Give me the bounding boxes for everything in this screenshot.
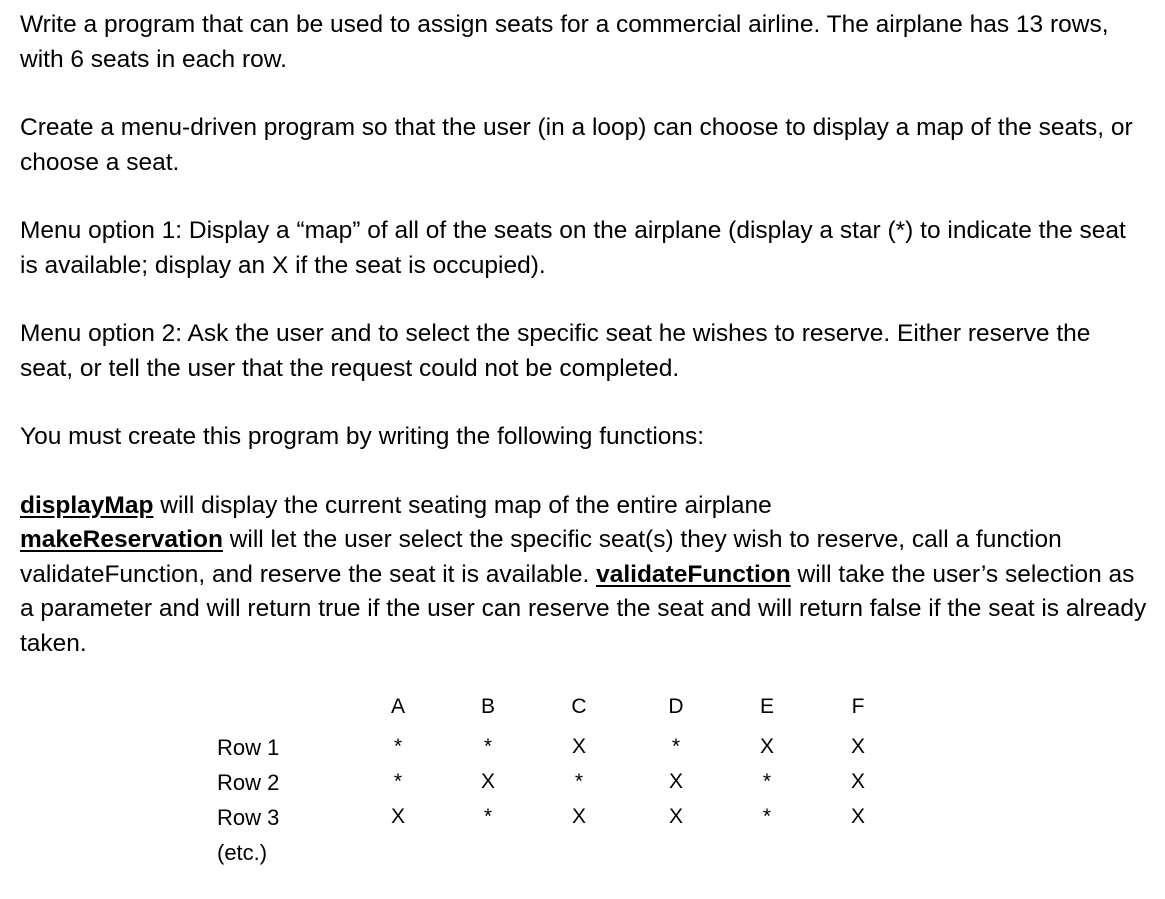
etc-label: (etc.) bbox=[217, 840, 268, 865]
seat-cell: * bbox=[393, 770, 403, 793]
seat-cell: X bbox=[390, 805, 405, 828]
validate-function-description: will take the user’s selection as a parameter and will return true if the user can reserve the seat and will return false if the seat is already taken. bbox=[20, 560, 1147, 657]
column-header-f: F bbox=[851, 695, 865, 718]
column-header-c: C bbox=[571, 695, 587, 718]
intro-paragraph: Write a program that can be used to assign seats for a commercial airline. The airplane has 13 rows, with 6 seats in each row. bbox=[20, 11, 1109, 73]
seat-cell: * bbox=[762, 770, 772, 793]
seat-cell: * bbox=[393, 735, 403, 758]
functions-paragraph bbox=[20, 489, 1150, 662]
menu-option-2-paragraph: Menu option 2: Ask the user and to select the specific seat he wishes to reserve. Either reserve the seat, or tell the user that the request could not be completed. bbox=[20, 320, 1091, 382]
column-header-b: B bbox=[480, 695, 495, 718]
seat-cell: X bbox=[571, 805, 586, 828]
row-label-2: Row 2 bbox=[217, 770, 280, 795]
seat-cell: * bbox=[483, 735, 493, 758]
seat-cell: X bbox=[668, 805, 683, 828]
column-header-d: D bbox=[668, 695, 684, 718]
menu-option-1-paragraph: Menu option 1: Display a “map” of all of the seats on the airplane (display a star (*) to indicate the seat is available; display an X if the seat is occupied). bbox=[20, 217, 1126, 279]
make-reservation-description: will let the user select the specific seat(s) they wish to reserve, call a function validateFunction, and reserve the seat it is available. bbox=[20, 526, 1062, 588]
menu-description-paragraph: Create a menu-driven program so that the user (in a loop) can choose to display a map of the seats, or choose a seat. bbox=[20, 114, 1133, 176]
display-map-function-name: displayMap bbox=[20, 491, 154, 519]
seat-cell: * bbox=[574, 770, 584, 793]
column-header-e: E bbox=[759, 695, 774, 718]
row-label-1: Row 1 bbox=[217, 735, 280, 760]
seat-cell: * bbox=[671, 735, 681, 758]
column-header-a: A bbox=[390, 695, 405, 718]
seat-cell: X bbox=[850, 805, 865, 828]
display-map-description: will display the current seating map of the entire airplane bbox=[153, 491, 772, 519]
seat-cell: X bbox=[668, 770, 683, 793]
assignment-document bbox=[20, 8, 1150, 661]
seat-cell: * bbox=[483, 805, 493, 828]
make-reservation-function-name: makeReservation bbox=[20, 526, 223, 553]
seat-cell: * bbox=[762, 805, 772, 828]
functions-intro-paragraph: You must create this program by writing the following functions: bbox=[20, 423, 705, 450]
seat-cell: X bbox=[480, 770, 495, 793]
seat-cell: X bbox=[571, 735, 586, 758]
row-label-3: Row 3 bbox=[217, 805, 280, 830]
validate-function-name: validateFunction bbox=[596, 560, 791, 588]
seat-map-example bbox=[0, 690, 1165, 880]
seat-cell: X bbox=[850, 770, 865, 793]
seat-cell: X bbox=[759, 735, 774, 758]
seat-cell: X bbox=[850, 735, 865, 758]
